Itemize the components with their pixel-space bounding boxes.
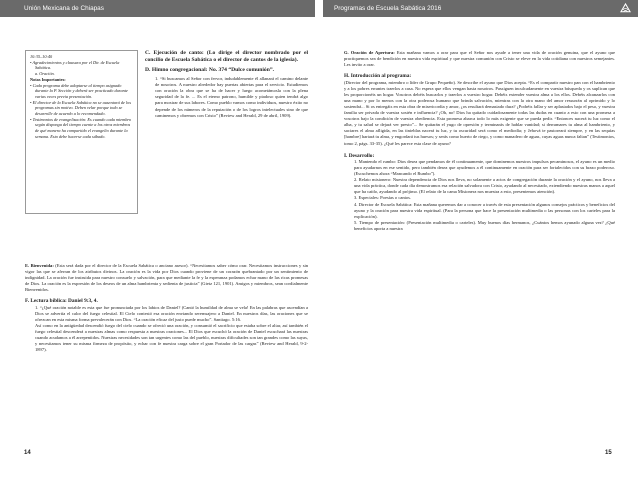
page-header-left	[0, 0, 315, 17]
list-item: 4. Director de Escuela Sabática: Esta mañana queremos dar a conocer a través de esta presentación algunos consejos prácticos y beneficios del ayuno y la oración para nuestra vida espiritual. (Para la persona que hace la presentación multimedia o las personas con los carteles para la explicación).	[354, 201, 615, 219]
section-i-title: I. Desarrollo:	[344, 152, 375, 159]
section-f-text: Así como en la antigüedad descendió fuego del cielo cuando se ofreció una oración, y consumió el sacrificio que estaba sobre el altar, así también el fuego celestial descenderá a nuestras almas como respuesta a nuestras oraciones... El Dios que escuchó la oración de Daniel escuchará las nuestras cuando acudamos a él arrepentidos. Nuestras necesidades son tan urgentes como las del pueblo, nuestras dificultades son tan grandes como las suyas, y necesitamos tener su misma firmeza de propósito, y echar con fe nuestra carga sobre el gran Portador de las cargas” (Review and Herald, 9-2-1897).	[35, 323, 308, 353]
list-item: 5. Tiempo de presentación: (Presentación multimedia o carteles). Muy buenos días hermanos, ¿Cuántos hemos ayunado alguna vez? ¿Qué beneficios aporta a nuestra	[354, 219, 615, 231]
church-logo-icon	[619, 2, 632, 15]
section-e-label: E. Bienvenida:	[25, 263, 54, 268]
section-h-title: H. Introducción al programa:	[344, 73, 412, 80]
header-left-title: Unión Mexicana de Chiapas	[24, 5, 104, 12]
page-header-right	[323, 0, 638, 17]
notes-item: • Agradecimientos y clausura por el Dir. de Escuela Sabática.	[30, 59, 120, 71]
column-hymn	[145, 50, 308, 262]
section-e-text: (Esta será dada por el director de la Escuela Sabática o anciano asesor). “Necesitamos saber cómo orar. Necesitamos instrucciones y sin vigor las que se aferran de los atributos divinos. La oración es la vida por Dios cuando proviene de un corazón quebrantado por un sentimiento de indignidad. La oración fue instruida para nuestro consuelo y salvación, para que mediante la fe y la esperanza podamos echar mano de las ricas promesas de Dios. La oración es la expresión de los deseos de un alma hambrienta y sedienta de justicia” (Gietz 121, 1901). Amigos y miembros, sean cordialmente Bienvenidos.	[25, 263, 308, 293]
header-right-title: Programas de Escuela Sabática 2016	[334, 5, 442, 12]
column-development	[344, 50, 615, 446]
section-c-title: C. Ejecución de canto: (Lo dirige el director nombrado por el concilio de Escuela Sabática o el director de cantos de la iglesia).	[145, 50, 308, 63]
notes-item: • El director de la Escuela Sabática no se ausentará de los programas sin motivo. Deben velar porque todo se desarrolle de acuerdo a lo recomendado.	[30, 99, 131, 117]
section-g-label: G. Oración de Apertura:	[344, 50, 395, 55]
section-d-text: 1. “Si buscamos al Señor con fervor, indudablemente él allanará el camino delante de nosotros. A nuestro alrededor hay puertas abiertas para el servicio. Estudiemos con oración la obra que se ha de hacer y luego acometámosla con la plena seguridad de la fe. ... Es el eterno patrono, humilde y piadoso quien tendrá algo para mostrar de sus labores. Como pueblo vamos como individuos, nuestro éxito no depende de los números de la reputación o de los logros intelectuales sino de que caminemos y obremos con Cristo” (Review and Herald, 29 de abril, 1909).	[155, 76, 308, 118]
section-d-title: D. Himno congregacional: No. 374 “Dulce comunión”.	[145, 67, 275, 74]
section-f-title: F. Lectura bíblica: Daniel 9:3, 4.	[25, 298, 98, 305]
list-item: 2. Relato misionero: Nuestra dependencia de Dios nos lleva, no solamente a actos de congregación durante la oración y el ayuno, nos lleva a una vida práctica, donde cada día demostramos esa relación salvadora con Cristo, ayudando al necesitado, extendiendo nuestras manos a aquel que ha caído, ayudando al prójimo. (El relato de la cama Misionera nos muestra a esto, presentemos atención).	[354, 177, 615, 195]
section-f-text: 1. “¿Qué oración notable es esta que fue pronunciada por los labios de Daniel? (Cantó la humildad de alma se vela! En las palabras que ascendían a Dios se advertía el calor del fuego celestial. El Cielo contestó esa oración enviando seremsajero a Daniel. En nuestros días, las oraciones que se ofrezcan en esta misma forma prevalecerán con Dios. “La oración eficaz del justo puede mucho”. Santiago. 5:16.	[35, 304, 308, 322]
section-g-text: Esta mañana vamos a orar para que el Señor nos ayude a tener una vida de oración genuina, que el ayuno que practiquemos sea de bendición en nuestra vida espiritual y que nuestra comunión con Cristo se eleve en la vida cotidiana con nuestros semejantes. Les invito a orar.	[344, 50, 615, 68]
page-number-right: 15	[605, 450, 612, 456]
section-h-text: (Director del programa, miembro o líder de Grupo Pequeño). Se describe el ayuno que Dios acepta. “Es el compartir nuestro pan con el hambriento y a los pobres errantes traerlos a casa. No espera que ellos vengan hasta nosotros. Passiguen inculcadamente en vuestra búsqueda y os suplican que les proporcionéis un hogar. Vosotros debéis buscarlos y traerlos a vuestro hogar. Debéis extender vuestra alma a los ellos. Debéis alcanzarlos con una mano y por lo menos con la otra poderosa humano que brinda salvación, mientras con la otra mano del amor ressurrán al oprimido y lo sostendrá... Si os entregáis en esta obra de misericordia y amor, ¿os resultará demasiado dura? ¿Podréis fallar y ser aplastados bajo el peso, y vuestra familia ser privada de vuestra sostén e influencia? ¡Oh, no! Dios ha quitado cuidadosamente todas las dudas en cuanto a esto con una promesa a vosotros bajo la condición de vuestra obediencia. Esta promesa abarca todo lo más exigente que se pueda pedir. “Entonces nacerá tu luz como el alba, y tu salud se dejará ver presto”... Se quitarán el yugo de opresión y terminarás de hablar vanidad; si derramares tu alma al hambriento, y saciares el alma afligida, en las tinieblas nacerá tu luz, y tu oscuridad será como el mediodía; y Jehová te pastoreará siempre, y en las sequías [hambre] hartará tu alma, y engordará tus huesos; y serás como huerto de riego, y como manadero de aguas, cuyas aguas nunca faltan” (Testimonios, tomo 2, págs. 33-35). ¿Qué les parece esta clase de ayuno?	[344, 79, 615, 146]
list-item: 3. Especiales: Poesías o cantos.	[354, 195, 412, 201]
page-number-left: 14	[24, 450, 31, 456]
notes-time: 10:35–10:40	[30, 54, 53, 59]
column-welcome	[25, 263, 308, 443]
list-item: 1. Mantendo el rumbo: Dios desea que pendamos de él continuamente, que dominemos nuestros impulsos pecaminosos, el ayuno es un medio para ayudarnos en ese sentido, pero también desea que ayudemos a él continuamente en oración para ser fortalecidos con su brazo poderoso. (Escuchemos ahora “Mancando el Rumbo”).	[354, 158, 615, 177]
program-notes-box	[25, 50, 138, 214]
notes-item: • Testimonios de evangelización: Es cuando cada miembro según disponga del tiempo cuente a los otros miembros de qué manera ha compartido el evangelio durante la semana. Esto debe hacerse cada sábado.	[30, 116, 132, 139]
notes-title: Notas Importantes:	[30, 76, 66, 82]
notes-item: a. Oración.	[35, 71, 55, 77]
notes-item: • Cada programa debe adaptarse al tiempo asignado durante la P. Sección y deberá ser practicado durante varias veces previa presentación.	[30, 82, 128, 99]
